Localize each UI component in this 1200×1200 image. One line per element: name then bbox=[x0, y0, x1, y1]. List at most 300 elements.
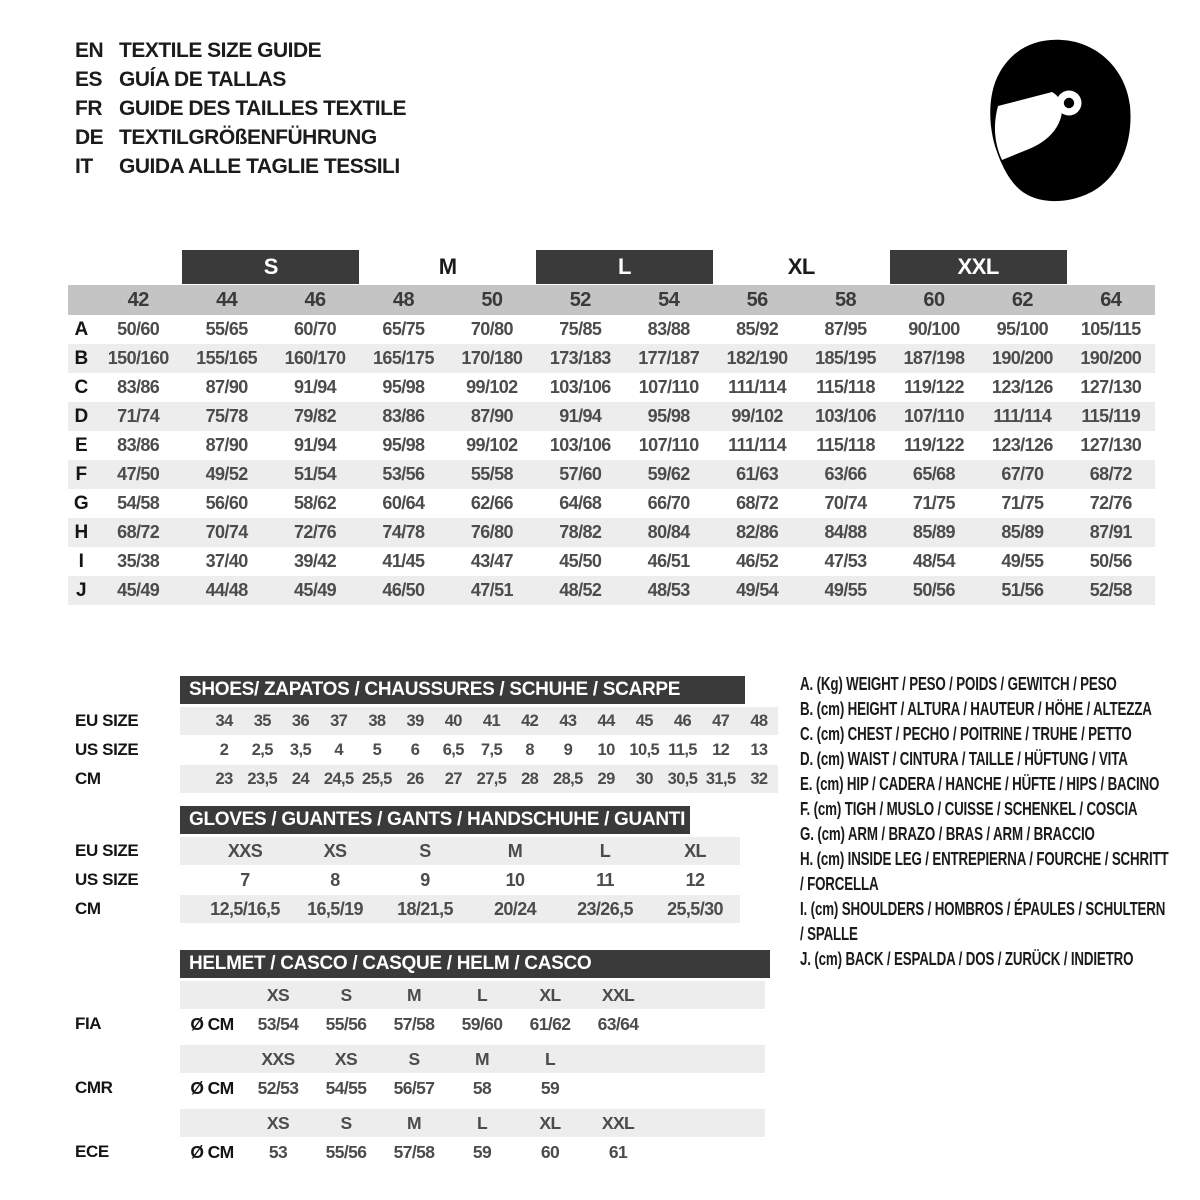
gloves-row-values bbox=[180, 866, 740, 894]
gloves-value: 11 bbox=[596, 869, 614, 890]
helmet-size-value: 59 bbox=[472, 1141, 492, 1162]
gloves-value: 25,5/30 bbox=[667, 898, 723, 919]
helmet-size-label: M bbox=[407, 1112, 421, 1133]
helmet-size-value: 60 bbox=[540, 1141, 560, 1162]
legend-item-c: C. (cm) CHEST / PECHO / POITRINE / TRUHE / PETTO bbox=[800, 724, 1132, 744]
size-group-m: M bbox=[438, 254, 457, 279]
size-value: 160/170 bbox=[284, 348, 346, 368]
shoes-value: 24 bbox=[291, 769, 310, 788]
helmet-size-value: 55/56 bbox=[325, 1013, 367, 1034]
size-value: 103/106 bbox=[815, 406, 876, 426]
shoes-section-title: SHOES/ ZAPATOS / CHAUSSURES / SCHUHE / SCARPE bbox=[180, 676, 745, 704]
measure-row-f bbox=[68, 460, 1155, 489]
gloves-value: M bbox=[507, 840, 523, 861]
size-value: 67/70 bbox=[1001, 464, 1044, 484]
helmet-size-value: 53 bbox=[268, 1141, 288, 1162]
shoes-value: 46 bbox=[673, 711, 692, 730]
size-value: 95/98 bbox=[382, 435, 425, 455]
helmet-standard-label: ECE bbox=[75, 1142, 109, 1161]
size-value: 87/90 bbox=[205, 377, 248, 397]
textile-body bbox=[68, 315, 1155, 605]
shoes-value: 28,5 bbox=[553, 769, 583, 788]
shoes-value: 7,5 bbox=[480, 740, 503, 759]
legend-item-f: F. (cm) TIGH / MUSLO / CUISSE / SCHENKEL / COSCIA bbox=[800, 799, 1138, 819]
size-value: 47/50 bbox=[117, 464, 160, 484]
helmet-size-label: XL bbox=[539, 984, 561, 1005]
helmet-size-value: 54/55 bbox=[325, 1077, 367, 1098]
language-code: EN bbox=[75, 38, 104, 62]
gloves-row-values bbox=[180, 895, 740, 923]
helmet-size-label: L bbox=[476, 984, 488, 1005]
language-row-it bbox=[75, 152, 406, 181]
helmet-size-value: 52/53 bbox=[257, 1077, 299, 1098]
size-value: 182/190 bbox=[726, 348, 788, 368]
language-title: GUIDA ALLE TAGLIE TESSILI bbox=[119, 154, 400, 178]
helmet-section bbox=[68, 950, 768, 1166]
size-value: 59/62 bbox=[647, 464, 690, 484]
size-value: 70/74 bbox=[824, 493, 867, 513]
shoes-value: 23,5 bbox=[247, 769, 278, 788]
helmet-rows bbox=[68, 981, 768, 1166]
shoes-value: 32 bbox=[750, 769, 768, 788]
size-value: 190/200 bbox=[991, 348, 1053, 368]
shoes-value: 36 bbox=[291, 711, 310, 730]
shoes-value: 6,5 bbox=[442, 740, 464, 759]
size-value: 127/130 bbox=[1080, 435, 1142, 455]
helmet-size-label: S bbox=[340, 984, 352, 1005]
row-letter: F bbox=[75, 463, 87, 485]
shoes-row-cm bbox=[68, 765, 798, 793]
gloves-value: 10 bbox=[505, 869, 525, 890]
shoes-row-label: US SIZE bbox=[75, 740, 139, 759]
gloves-value: XXS bbox=[227, 840, 263, 861]
gloves-value: 12,5/16,5 bbox=[210, 898, 280, 919]
shoes-value: 10 bbox=[597, 740, 615, 759]
row-letter: B bbox=[74, 347, 88, 369]
size-column-52: 52 bbox=[569, 288, 591, 311]
language-row-fr bbox=[75, 94, 406, 123]
size-value: 83/86 bbox=[117, 377, 160, 397]
size-value: 187/198 bbox=[903, 348, 965, 368]
shoes-value: 4 bbox=[334, 740, 343, 759]
gloves-value: XS bbox=[323, 840, 347, 861]
language-code: IT bbox=[75, 154, 93, 178]
shoes-value: 2,5 bbox=[251, 740, 273, 759]
size-value: 72/76 bbox=[1089, 493, 1132, 513]
gloves-value: 9 bbox=[420, 869, 430, 890]
language-code: FR bbox=[75, 96, 102, 120]
helmet-size-label: L bbox=[544, 1048, 556, 1069]
size-value: 165/175 bbox=[373, 348, 434, 368]
size-column-62: 62 bbox=[1011, 288, 1033, 311]
gloves-value: 7 bbox=[240, 869, 250, 890]
helmet-standard-label: CMR bbox=[75, 1078, 113, 1097]
row-letter: D bbox=[74, 405, 88, 427]
shoes-value: 27 bbox=[444, 769, 462, 788]
helmet-size-label: L bbox=[476, 1112, 488, 1133]
helmet-sizes-row-cmr bbox=[68, 1045, 768, 1073]
helmet-sizes-ece bbox=[180, 1109, 765, 1137]
gloves-value: 18/21,5 bbox=[397, 898, 453, 919]
size-value: 63/66 bbox=[824, 464, 867, 484]
measure-row-h bbox=[68, 518, 1155, 547]
size-column-54: 54 bbox=[658, 288, 680, 311]
size-value: 68/72 bbox=[117, 522, 160, 542]
size-value: 61/63 bbox=[736, 464, 779, 484]
size-value: 66/70 bbox=[647, 493, 690, 513]
gloves-section-title: GLOVES / GUANTES / GANTS / HANDSCHUHE / GUANTI bbox=[180, 806, 690, 834]
gloves-row-label: US SIZE bbox=[75, 870, 139, 889]
size-value: 123/126 bbox=[991, 435, 1053, 455]
row-letter: G bbox=[73, 492, 89, 514]
helmet-section-title: HELMET / CASCO / CASQUE / HELM / CASCO bbox=[180, 950, 770, 978]
gloves-row-us-size bbox=[68, 866, 768, 894]
size-value: 105/115 bbox=[1080, 319, 1141, 339]
size-value: 49/54 bbox=[736, 580, 779, 600]
size-value: 49/52 bbox=[205, 464, 248, 484]
helmet-values-ece bbox=[180, 1138, 765, 1166]
gloves-row-label: EU SIZE bbox=[75, 841, 139, 860]
helmet-unit-label: Ø CM bbox=[190, 1013, 234, 1034]
size-value: 45/50 bbox=[559, 551, 602, 571]
textile-size-table bbox=[68, 250, 1155, 605]
size-value: 51/56 bbox=[1001, 580, 1044, 600]
shoes-row-label: CM bbox=[75, 769, 101, 788]
shoes-row-values bbox=[180, 707, 778, 735]
shoes-value: 47 bbox=[712, 711, 730, 730]
size-value: 111/114 bbox=[728, 377, 787, 397]
size-value: 150/160 bbox=[107, 348, 169, 368]
size-column-50: 50 bbox=[481, 288, 503, 311]
shoes-value: 13 bbox=[750, 740, 768, 759]
measure-row-i bbox=[68, 547, 1155, 576]
size-value: 50/56 bbox=[912, 580, 955, 600]
size-column-64: 64 bbox=[1100, 288, 1122, 311]
shoes-value: 5 bbox=[372, 740, 382, 759]
shoes-value: 34 bbox=[215, 711, 233, 730]
size-column-42: 42 bbox=[127, 288, 149, 311]
size-value: 41/45 bbox=[382, 551, 425, 571]
helmet-size-label: XS bbox=[334, 1048, 358, 1069]
size-value: 48/52 bbox=[559, 580, 602, 600]
size-value: 53/56 bbox=[382, 464, 425, 484]
size-value: 71/75 bbox=[912, 493, 955, 513]
helmet-unit-label: Ø CM bbox=[190, 1141, 234, 1162]
helmet-size-value: 55/56 bbox=[325, 1141, 367, 1162]
shoes-value: 10,5 bbox=[629, 740, 660, 759]
row-letter: I bbox=[78, 550, 84, 572]
helmet-size-label: XXS bbox=[261, 1048, 295, 1069]
size-value: 99/102 bbox=[466, 377, 518, 397]
size-value: 87/90 bbox=[470, 406, 513, 426]
helmet-size-value: 59/60 bbox=[461, 1013, 503, 1034]
size-group-row bbox=[68, 250, 1155, 284]
shoes-value: 6 bbox=[410, 740, 420, 759]
size-value: 115/118 bbox=[816, 435, 875, 455]
shoes-value: 30,5 bbox=[667, 769, 698, 788]
shoes-rows bbox=[68, 707, 798, 793]
shoes-row-eu-size bbox=[68, 707, 798, 735]
shoes-value: 28 bbox=[521, 769, 539, 788]
size-value: 45/49 bbox=[294, 580, 337, 600]
size-value: 185/195 bbox=[815, 348, 876, 368]
size-value: 72/76 bbox=[294, 522, 337, 542]
size-column-56: 56 bbox=[746, 288, 768, 311]
size-value: 68/72 bbox=[736, 493, 779, 513]
shoes-value: 44 bbox=[597, 711, 615, 730]
size-value: 115/119 bbox=[1081, 406, 1141, 426]
measure-row-a bbox=[68, 315, 1155, 344]
shoes-value: 25,5 bbox=[362, 769, 392, 788]
size-value: 44/48 bbox=[205, 580, 248, 600]
language-code: DE bbox=[75, 125, 104, 149]
size-value: 60/70 bbox=[294, 319, 337, 339]
gloves-value: XL bbox=[684, 840, 706, 861]
shoes-row-label: EU SIZE bbox=[75, 711, 139, 730]
shoes-value: 42 bbox=[521, 711, 539, 730]
shoes-value: 27,5 bbox=[476, 769, 507, 788]
shoes-value: 2 bbox=[219, 740, 229, 759]
helmet-size-label: S bbox=[340, 1112, 352, 1133]
racing-helmet-icon bbox=[980, 34, 1140, 204]
gloves-row-label: CM bbox=[75, 899, 101, 918]
helmet-sizes-row-fia bbox=[68, 981, 768, 1009]
size-value: 65/75 bbox=[382, 319, 425, 339]
legend-item-g: G. (cm) ARM / BRAZO / BRAS / ARM / BRACCIO bbox=[800, 824, 1095, 844]
gloves-section bbox=[68, 806, 768, 923]
shoes-value: 26 bbox=[406, 769, 424, 788]
size-value: 68/72 bbox=[1089, 464, 1132, 484]
shoes-value: 9 bbox=[563, 740, 573, 759]
size-value: 85/89 bbox=[1001, 522, 1044, 542]
size-value: 58/62 bbox=[294, 493, 337, 513]
gloves-value: 16,5/19 bbox=[307, 898, 363, 919]
helmet-values-row-ece bbox=[68, 1138, 768, 1166]
size-value: 74/78 bbox=[382, 522, 425, 542]
helmet-unit-spacer bbox=[180, 1045, 244, 1073]
size-value: 75/78 bbox=[205, 406, 248, 426]
size-value: 127/130 bbox=[1080, 377, 1142, 397]
corner-cell bbox=[68, 285, 94, 315]
shoes-row-us-size bbox=[68, 736, 798, 764]
size-value: 111/114 bbox=[728, 435, 787, 455]
measure-row-d bbox=[68, 402, 1155, 431]
size-value: 46/50 bbox=[382, 580, 425, 600]
shoes-value: 12 bbox=[712, 740, 730, 759]
size-value: 91/94 bbox=[294, 377, 337, 397]
size-value: 54/58 bbox=[117, 493, 160, 513]
shoes-value: 45 bbox=[635, 711, 653, 730]
size-value: 87/95 bbox=[824, 319, 867, 339]
shoes-value: 24,5 bbox=[323, 769, 354, 788]
legend-item-a: A. (Kg) WEIGHT / PESO / POIDS / GEWITCH / PESO bbox=[800, 674, 1117, 694]
shoes-value: 23 bbox=[215, 769, 233, 788]
language-row-de bbox=[75, 123, 406, 152]
language-row-es bbox=[75, 65, 406, 94]
shoes-value: 3,5 bbox=[289, 740, 312, 759]
helmet-sizes-row-ece bbox=[68, 1109, 768, 1137]
size-value: 90/100 bbox=[908, 319, 960, 339]
size-value: 84/88 bbox=[824, 522, 867, 542]
gloves-value: 12 bbox=[685, 869, 705, 890]
size-value: 87/91 bbox=[1089, 522, 1132, 542]
size-group-l: L bbox=[536, 250, 713, 284]
size-value: 47/51 bbox=[470, 580, 513, 600]
helmet-standard-label: FIA bbox=[75, 1014, 102, 1033]
legend-list bbox=[800, 672, 1170, 972]
size-column-60: 60 bbox=[923, 288, 945, 311]
shoes-value: 30 bbox=[635, 769, 653, 788]
gloves-value: 8 bbox=[330, 869, 340, 890]
size-value: 119/122 bbox=[904, 435, 964, 455]
size-value: 190/200 bbox=[1080, 348, 1142, 368]
language-title: GUIDE DES TAILLES TEXTILE bbox=[119, 96, 406, 120]
size-value: 155/165 bbox=[196, 348, 258, 368]
size-value: 64/68 bbox=[559, 493, 602, 513]
size-value: 95/98 bbox=[647, 406, 690, 426]
measure-row-g bbox=[68, 489, 1155, 518]
row-letter: E bbox=[74, 434, 88, 456]
size-value: 35/38 bbox=[117, 551, 160, 571]
size-value: 107/110 bbox=[904, 406, 964, 426]
size-value: 85/92 bbox=[736, 319, 779, 339]
helmet-size-value: 61 bbox=[608, 1141, 628, 1162]
helmet-values-cmr bbox=[180, 1074, 765, 1102]
size-value: 107/110 bbox=[638, 435, 699, 455]
helmet-values-row-fia bbox=[68, 1010, 768, 1038]
size-value: 95/100 bbox=[996, 319, 1049, 339]
helmet-size-label: S bbox=[408, 1048, 420, 1069]
size-value: 56/60 bbox=[205, 493, 248, 513]
size-value: 75/85 bbox=[559, 319, 602, 339]
shoes-value: 29 bbox=[597, 769, 615, 788]
helmet-values-fia bbox=[180, 1010, 765, 1038]
size-value: 57/60 bbox=[559, 464, 602, 484]
helmet-size-label: XL bbox=[539, 1112, 561, 1133]
size-value: 48/53 bbox=[647, 580, 690, 600]
helmet-size-value: 56/57 bbox=[393, 1077, 435, 1098]
row-letter: C bbox=[74, 376, 88, 398]
size-value: 83/86 bbox=[117, 435, 160, 455]
helmet-values-row-cmr bbox=[68, 1074, 768, 1102]
helmet-size-value: 63/64 bbox=[597, 1013, 639, 1034]
size-value: 46/52 bbox=[736, 551, 779, 571]
shoes-value: 40 bbox=[444, 711, 462, 730]
gloves-row-values bbox=[180, 837, 740, 865]
size-value: 47/53 bbox=[824, 551, 867, 571]
legend-item-h: H. (cm) INSIDE LEG / ENTREPIERNA / FOURCHE / SCHRITT / FORCELLA bbox=[800, 849, 1169, 894]
size-value: 115/118 bbox=[816, 377, 875, 397]
shoes-value: 31,5 bbox=[705, 769, 736, 788]
size-value: 65/68 bbox=[912, 464, 955, 484]
size-value: 49/55 bbox=[1001, 551, 1044, 571]
size-value: 43/47 bbox=[470, 551, 513, 571]
size-value: 91/94 bbox=[559, 406, 602, 426]
legend-item-b: B. (cm) HEIGHT / ALTURA / HAUTEUR / HÖHE / ALTEZZA bbox=[800, 699, 1152, 719]
gloves-value: 20/24 bbox=[493, 898, 537, 919]
size-value: 80/84 bbox=[647, 522, 690, 542]
size-value: 45/49 bbox=[117, 580, 160, 600]
shoes-value: 48 bbox=[750, 711, 768, 730]
size-column-44: 44 bbox=[216, 288, 238, 311]
size-column-46: 46 bbox=[304, 288, 326, 311]
size-value: 50/60 bbox=[117, 319, 160, 339]
row-letter: J bbox=[76, 579, 86, 601]
helmet-unit-spacer bbox=[180, 1109, 244, 1137]
gloves-value: S bbox=[419, 840, 431, 861]
size-value: 103/106 bbox=[549, 435, 611, 455]
language-code: ES bbox=[75, 67, 103, 91]
helmet-size-label: M bbox=[475, 1048, 489, 1069]
size-value: 83/88 bbox=[647, 319, 690, 339]
size-value: 119/122 bbox=[904, 377, 964, 397]
measure-row-c bbox=[68, 373, 1155, 402]
size-value: 173/183 bbox=[549, 348, 611, 368]
size-value: 60/64 bbox=[382, 493, 425, 513]
size-group-s: S bbox=[182, 250, 359, 284]
size-value: 170/180 bbox=[461, 348, 523, 368]
size-value: 76/80 bbox=[470, 522, 513, 542]
size-value: 70/74 bbox=[205, 522, 248, 542]
size-column-48: 48 bbox=[392, 288, 414, 311]
size-value: 123/126 bbox=[991, 377, 1053, 397]
helmet-size-value: 59 bbox=[540, 1077, 560, 1098]
size-value: 79/82 bbox=[294, 406, 337, 426]
size-value: 78/82 bbox=[559, 522, 602, 542]
shoes-row-values bbox=[180, 765, 778, 793]
gloves-value: L bbox=[599, 840, 611, 861]
helmet-size-label: XS bbox=[266, 984, 290, 1005]
size-value: 52/58 bbox=[1089, 580, 1132, 600]
size-value: 103/106 bbox=[549, 377, 611, 397]
size-value: 71/74 bbox=[117, 406, 160, 426]
shoes-value: 38 bbox=[368, 711, 386, 730]
size-value: 49/55 bbox=[824, 580, 867, 600]
size-value: 55/65 bbox=[205, 319, 248, 339]
size-value: 50/56 bbox=[1089, 551, 1132, 571]
size-value: 87/90 bbox=[205, 435, 248, 455]
size-value: 177/187 bbox=[638, 348, 700, 368]
size-value: 70/80 bbox=[470, 319, 513, 339]
helmet-size-value: 58 bbox=[472, 1077, 492, 1098]
helmet-size-value: 57/58 bbox=[393, 1013, 435, 1034]
legend-item-i: I. (cm) SHOULDERS / HOMBROS / ÉPAULES / SCHULTERN / SPALLE bbox=[800, 899, 1166, 944]
shoes-value: 41 bbox=[482, 711, 501, 730]
shoes-row-values bbox=[180, 736, 778, 764]
size-value: 51/54 bbox=[294, 464, 337, 484]
shoes-value: 11,5 bbox=[668, 740, 697, 759]
size-value: 99/102 bbox=[731, 406, 783, 426]
shoes-value: 35 bbox=[253, 711, 271, 730]
size-value: 85/89 bbox=[912, 522, 955, 542]
shoes-value: 8 bbox=[525, 740, 534, 759]
size-group-xxl: XXL bbox=[890, 250, 1067, 284]
size-number-row bbox=[68, 285, 1155, 315]
helmet-size-value: 57/58 bbox=[393, 1141, 435, 1162]
helmet-sizes-fia bbox=[180, 981, 765, 1009]
shoes-value: 37 bbox=[330, 711, 348, 730]
row-letter: H bbox=[74, 521, 88, 543]
size-value: 83/86 bbox=[382, 406, 425, 426]
size-value: 71/75 bbox=[1001, 493, 1044, 513]
size-value: 107/110 bbox=[638, 377, 699, 397]
size-column-58: 58 bbox=[835, 288, 857, 311]
helmet-size-label: XXL bbox=[601, 984, 635, 1005]
size-value: 111/114 bbox=[993, 406, 1052, 426]
legend-item-j: J. (cm) BACK / ESPALDA / DOS / ZURÜCK / INDIETRO bbox=[800, 949, 1134, 969]
gloves-row-cm bbox=[68, 895, 768, 923]
size-group-xl: XL bbox=[787, 254, 815, 279]
